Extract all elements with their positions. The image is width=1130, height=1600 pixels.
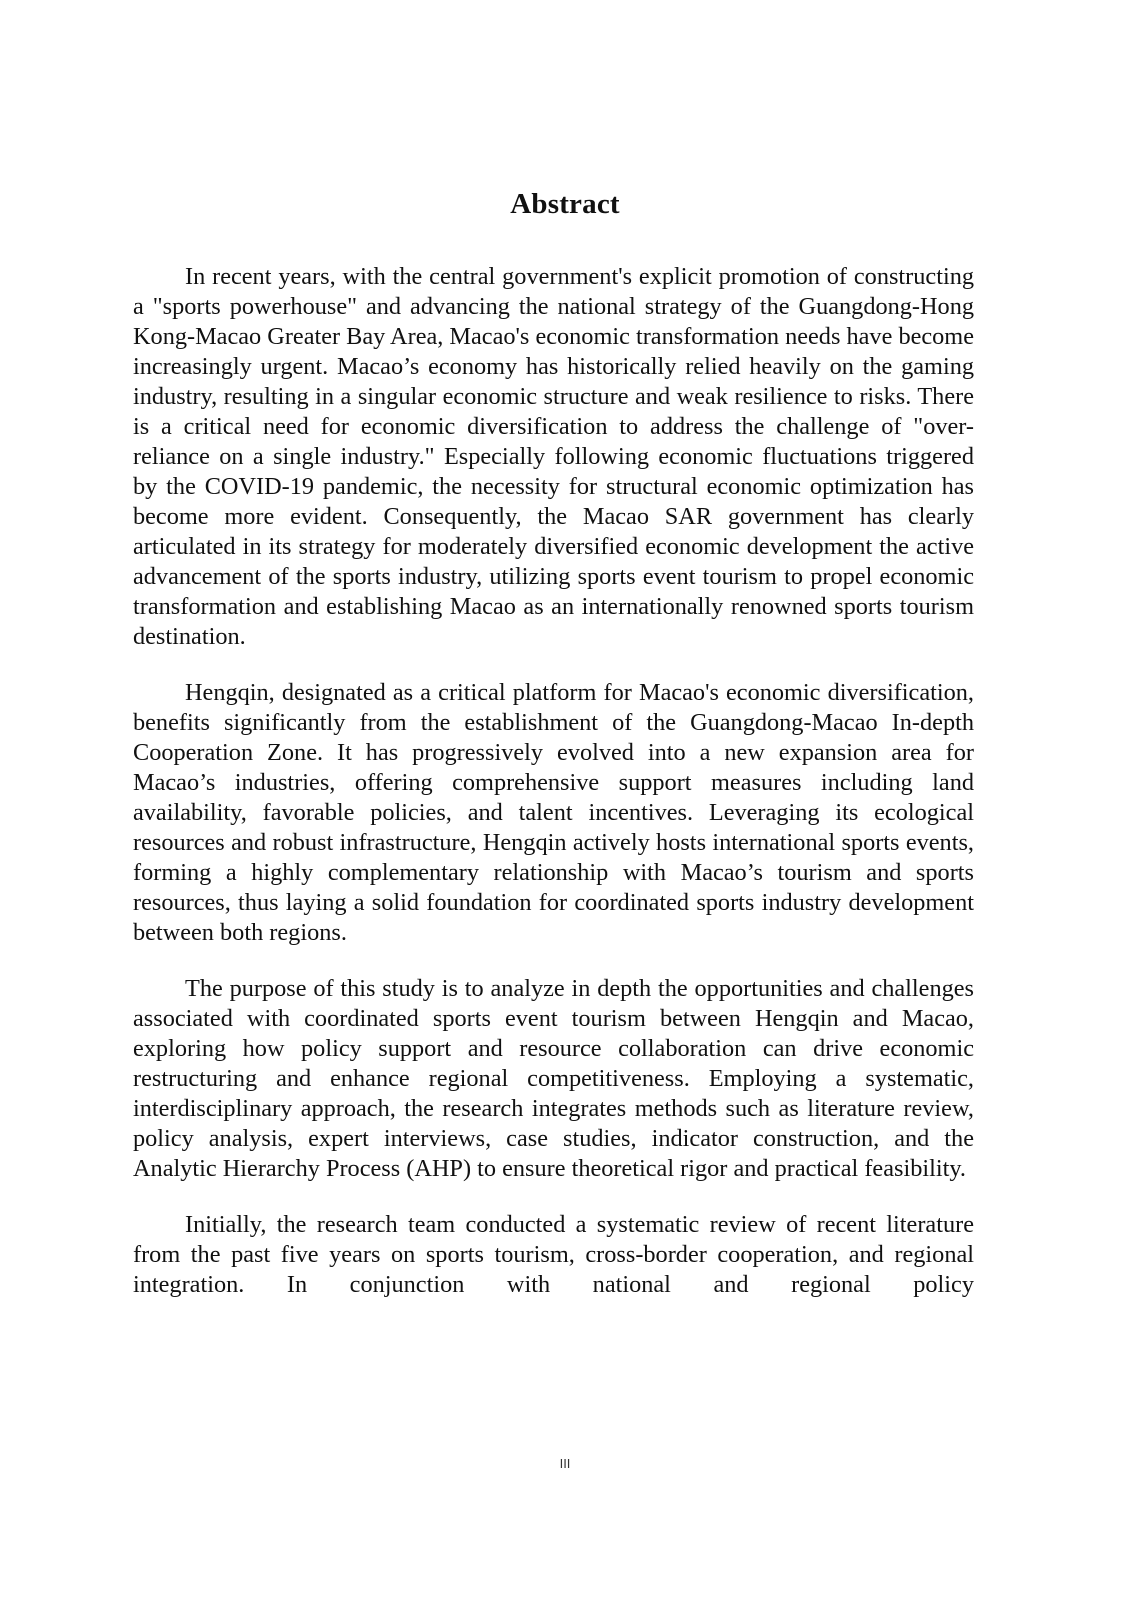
- abstract-body: [133, 262, 974, 1326]
- paragraph-2: Hengqin, designated as a critical platform for Macao's economic diversification, benefits significantly from the establishment of the Guangdong-Macao In-depth Cooperation Zone. It has progressively evolved into a new expansion area for Macao’s industries, offering comprehensive support measures including land availability, favorable policies, and talent incentives. Leveraging its ecological resources and robust infrastructure, Hengqin actively hosts international sports events, forming a highly complementary relationship with Macao’s tourism and sports resources, thus laying a solid foundation for coordinated sports industry development between both regions.: [133, 679, 974, 946]
- paragraph-4: Initially, the research team conducted a systematic review of recent literature from the past five years on sports tourism, cross-border cooperation, and regional integration. In conjunction with national and regional policy: [133, 1211, 974, 1298]
- paragraph-1: In recent years, with the central government's explicit promotion of constructing a "sports powerhouse" and advancing the national strategy of the Guangdong-Hong Kong-Macao Greater Bay Area, Macao's economic transformation needs have become increasingly urgent. Macao’s economy has historically relied heavily on the gaming industry, resulting in a singular economic structure and weak resilience to risks. There is a critical need for economic diversification to address the challenge of "over-reliance on a single industry." Especially following economic fluctuations triggered by the COVID-19 pandemic, the necessity for structural economic optimization has become more evident. Consequently, the Macao SAR government has clearly articulated in its strategy for moderately diversified economic development the active advancement of the sports industry, utilizing sports event tourism to propel economic transformation and establishing Macao as an internationally renowned sports tourism destination.: [133, 263, 974, 650]
- paragraph-3: The purpose of this study is to analyze in depth the opportunities and challenges associated with coordinated sports event tourism between Hengqin and Macao, exploring how policy support and resource collaboration can drive economic restructuring and enhance regional competitiveness. Employing a systematic, interdisciplinary approach, the research integrates methods such as literature review, policy analysis, expert interviews, case studies, indicator construction, and the Analytic Hierarchy Process (AHP) to ensure theoretical rigor and practical feasibility.: [133, 975, 974, 1182]
- abstract-heading: Abstract: [510, 188, 620, 220]
- page-number: III: [559, 1456, 571, 1471]
